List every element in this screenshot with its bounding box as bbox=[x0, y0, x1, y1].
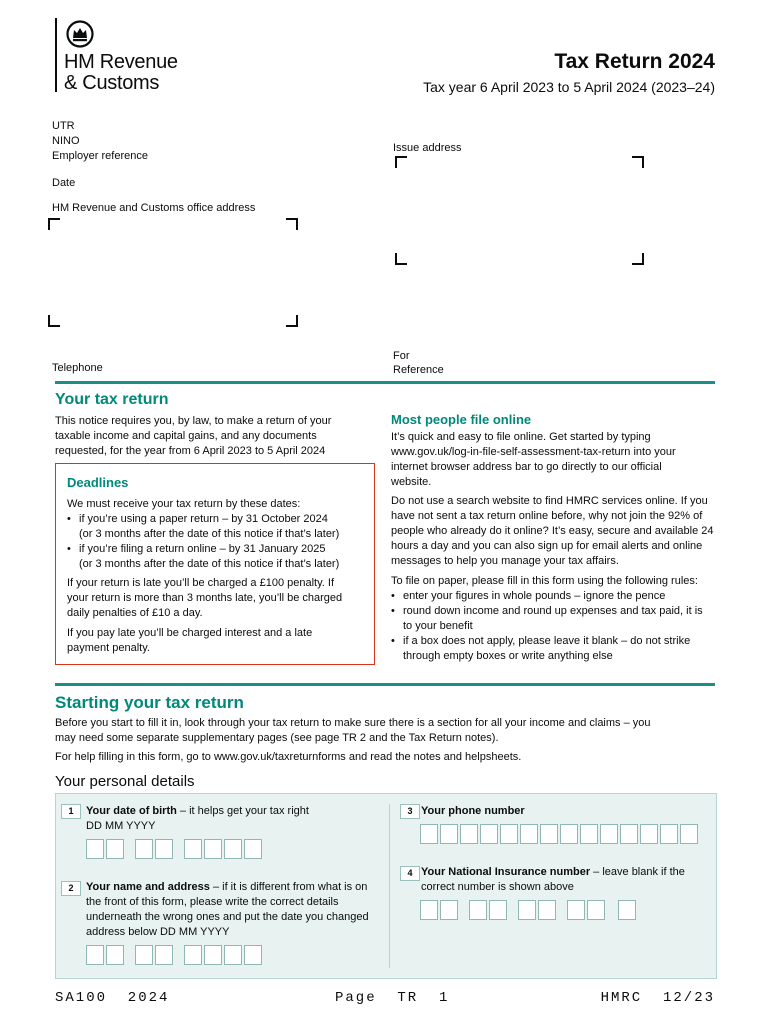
date-of-birth-label: Your date of birth – it helps get your tax right DD MM YYYY bbox=[86, 805, 309, 832]
for-label: For bbox=[393, 350, 410, 362]
file-paper-intro: To file on paper, please fill in this form using the following rules: bbox=[391, 575, 698, 587]
office-address-corner-br bbox=[286, 315, 298, 327]
crown-icon bbox=[66, 20, 94, 48]
address-change-day-digit-1[interactable] bbox=[86, 945, 104, 965]
phone-number-boxes bbox=[420, 824, 710, 846]
deadlines-heading: Deadlines bbox=[67, 475, 129, 490]
starting-p1: Before you start to fill it in, look through your tax return to make sure there is a section for all your income and claims – you may need some separate supplementary pages (see page TR 2 and the Tax Return notes). bbox=[55, 717, 651, 744]
nino-char-3[interactable] bbox=[469, 900, 487, 920]
notice-intro: This notice requires you, by law, to make a return of your taxable income and capital gains, and any documents requested, for the year from 6 April 2023 to 5 April 2024 bbox=[55, 415, 332, 457]
file-online-p1: It’s quick and easy to file online. Get started by typing www.gov.uk/log-in-file-self-assessment-tax-return into your internet browser address bar to go directly to our official website. bbox=[391, 431, 676, 488]
page-title: Tax Return 2024 bbox=[554, 50, 715, 73]
reference-label: Reference bbox=[393, 364, 444, 376]
question-number-3: 3 bbox=[400, 804, 420, 819]
phone-digit[interactable] bbox=[620, 824, 638, 844]
question-number-1: 1 bbox=[61, 804, 81, 819]
form-version: HMRC 12/23 bbox=[600, 990, 715, 1006]
late-payment-text: If you pay late you’ll be charged interest and a late payment penalty. bbox=[67, 627, 313, 654]
nino-char-1[interactable] bbox=[420, 900, 438, 920]
issue-address-corner-bl bbox=[395, 253, 407, 265]
dob-day-digit-2[interactable] bbox=[106, 839, 124, 859]
phone-digit[interactable] bbox=[600, 824, 618, 844]
issue-address-corner-tl bbox=[395, 156, 407, 168]
deadline-item: • if you’re filing a return online – by 31 January 2025 (or 3 months after the date of this notice if that’s later) bbox=[67, 542, 367, 572]
telephone-label: Telephone bbox=[52, 362, 103, 374]
phone-digit[interactable] bbox=[560, 824, 578, 844]
phone-digit[interactable] bbox=[440, 824, 458, 844]
dob-month-digit-2[interactable] bbox=[155, 839, 173, 859]
dob-day-digit-1[interactable] bbox=[86, 839, 104, 859]
personal-details-heading: Your personal details bbox=[55, 773, 195, 790]
national-insurance-label: Your National Insurance number – leave blank if the correct number is shown above bbox=[421, 866, 685, 893]
phone-digit[interactable] bbox=[420, 824, 438, 844]
address-change-year-digit-4[interactable] bbox=[244, 945, 262, 965]
phone-digit[interactable] bbox=[580, 824, 598, 844]
personal-details-panel bbox=[55, 793, 717, 979]
paper-rules-list bbox=[391, 589, 711, 664]
section-divider-2 bbox=[55, 683, 715, 686]
address-change-month-digit-2[interactable] bbox=[155, 945, 173, 965]
office-address-corner-tl bbox=[48, 218, 60, 230]
deadline-item: • if you’re using a paper return – by 31 October 2024 (or 3 months after the date of this notice if that’s later) bbox=[67, 512, 367, 542]
phone-digit[interactable] bbox=[660, 824, 678, 844]
nino-char-7[interactable] bbox=[567, 900, 585, 920]
address-change-year-digit-1[interactable] bbox=[184, 945, 202, 965]
address-change-year-digit-2[interactable] bbox=[204, 945, 222, 965]
nino-char-9[interactable] bbox=[618, 900, 636, 920]
paper-rule-item: • round down income and round up expenses and tax paid, it is to your benefit bbox=[391, 604, 711, 634]
nino-char-4[interactable] bbox=[489, 900, 507, 920]
issue-address-corner-br bbox=[632, 253, 644, 265]
issue-address-label: Issue address bbox=[393, 142, 462, 154]
address-change-month-digit-1[interactable] bbox=[135, 945, 153, 965]
starting-p2: For help filling in this form, go to www.gov.uk/taxreturnforms and read the notes and helpsheets. bbox=[55, 751, 522, 763]
file-online-p2: Do not use a search website to find HMRC services online. If you have not sent a tax return online before, why not join the 92% of people who already do it online? It’s easy, secure and available 24 hours a day and you can also sign up for email alerts and online messages to help you manage your tax affairs. bbox=[391, 495, 714, 567]
nino-char-2[interactable] bbox=[440, 900, 458, 920]
phone-digit[interactable] bbox=[480, 824, 498, 844]
section-divider-1 bbox=[55, 381, 715, 384]
office-address-label: HM Revenue and Customs office address bbox=[52, 202, 256, 214]
office-address-corner-bl bbox=[48, 315, 60, 327]
deadlines-list bbox=[67, 512, 367, 572]
tax-year-subtitle: Tax year 6 April 2023 to 5 April 2024 (2023–24) bbox=[423, 79, 715, 95]
form-code: SA100 2024 bbox=[55, 990, 170, 1006]
panel-column-divider bbox=[389, 804, 390, 968]
dob-year-digit-2[interactable] bbox=[204, 839, 222, 859]
question-number-2: 2 bbox=[61, 881, 81, 896]
org-name-line2: & Customs bbox=[64, 72, 160, 94]
late-penalty-text: If your return is late you’ll be charged a £100 penalty. If your return is more than 3 months late, you’ll be charged daily penalties of £10 a day. bbox=[67, 577, 343, 619]
phone-digit[interactable] bbox=[520, 824, 538, 844]
issue-address-corner-tr bbox=[632, 156, 644, 168]
org-name-line1: HM Revenue bbox=[64, 51, 178, 73]
nino-char-6[interactable] bbox=[538, 900, 556, 920]
dob-month-digit-1[interactable] bbox=[135, 839, 153, 859]
dob-year-digit-3[interactable] bbox=[224, 839, 242, 859]
employer-reference-label: Employer reference bbox=[52, 150, 148, 162]
your-tax-return-heading: Your tax return bbox=[55, 391, 169, 408]
name-and-address-label: Your name and address – if it is different from what is on the front of this form, please write the correct details underneath the wrong ones and put the date you changed address below DD MM YYYY bbox=[86, 881, 369, 938]
utr-label: UTR bbox=[52, 120, 75, 132]
paper-rule-item: • if a box does not apply, please leave it blank – do not strike through empty boxes or write anything else bbox=[391, 634, 711, 664]
phone-digit[interactable] bbox=[540, 824, 558, 844]
page-number: Page TR 1 bbox=[335, 990, 450, 1006]
office-address-corner-tr bbox=[286, 218, 298, 230]
phone-digit[interactable] bbox=[460, 824, 478, 844]
phone-digit[interactable] bbox=[680, 824, 698, 844]
dob-year-digit-4[interactable] bbox=[244, 839, 262, 859]
address-change-day-digit-2[interactable] bbox=[106, 945, 124, 965]
date-label: Date bbox=[52, 177, 76, 189]
nino-label: NINO bbox=[52, 135, 80, 147]
phone-digit[interactable] bbox=[640, 824, 658, 844]
logo-rule bbox=[55, 18, 57, 92]
nino-char-5[interactable] bbox=[518, 900, 536, 920]
deadlines-lead: We must receive your tax return by these dates: bbox=[67, 498, 301, 510]
file-online-heading: Most people file online bbox=[391, 412, 532, 427]
question-number-4: 4 bbox=[400, 866, 420, 881]
paper-rule-item: • enter your figures in whole pounds – ignore the pence bbox=[391, 589, 711, 604]
phone-number-label: Your phone number bbox=[421, 805, 525, 817]
starting-heading: Starting your tax return bbox=[55, 693, 244, 712]
nino-char-8[interactable] bbox=[587, 900, 605, 920]
address-change-year-digit-3[interactable] bbox=[224, 945, 242, 965]
deadlines-box bbox=[55, 463, 375, 665]
dob-year-digit-1[interactable] bbox=[184, 839, 202, 859]
phone-digit[interactable] bbox=[500, 824, 518, 844]
hmrc-logo bbox=[55, 18, 195, 98]
